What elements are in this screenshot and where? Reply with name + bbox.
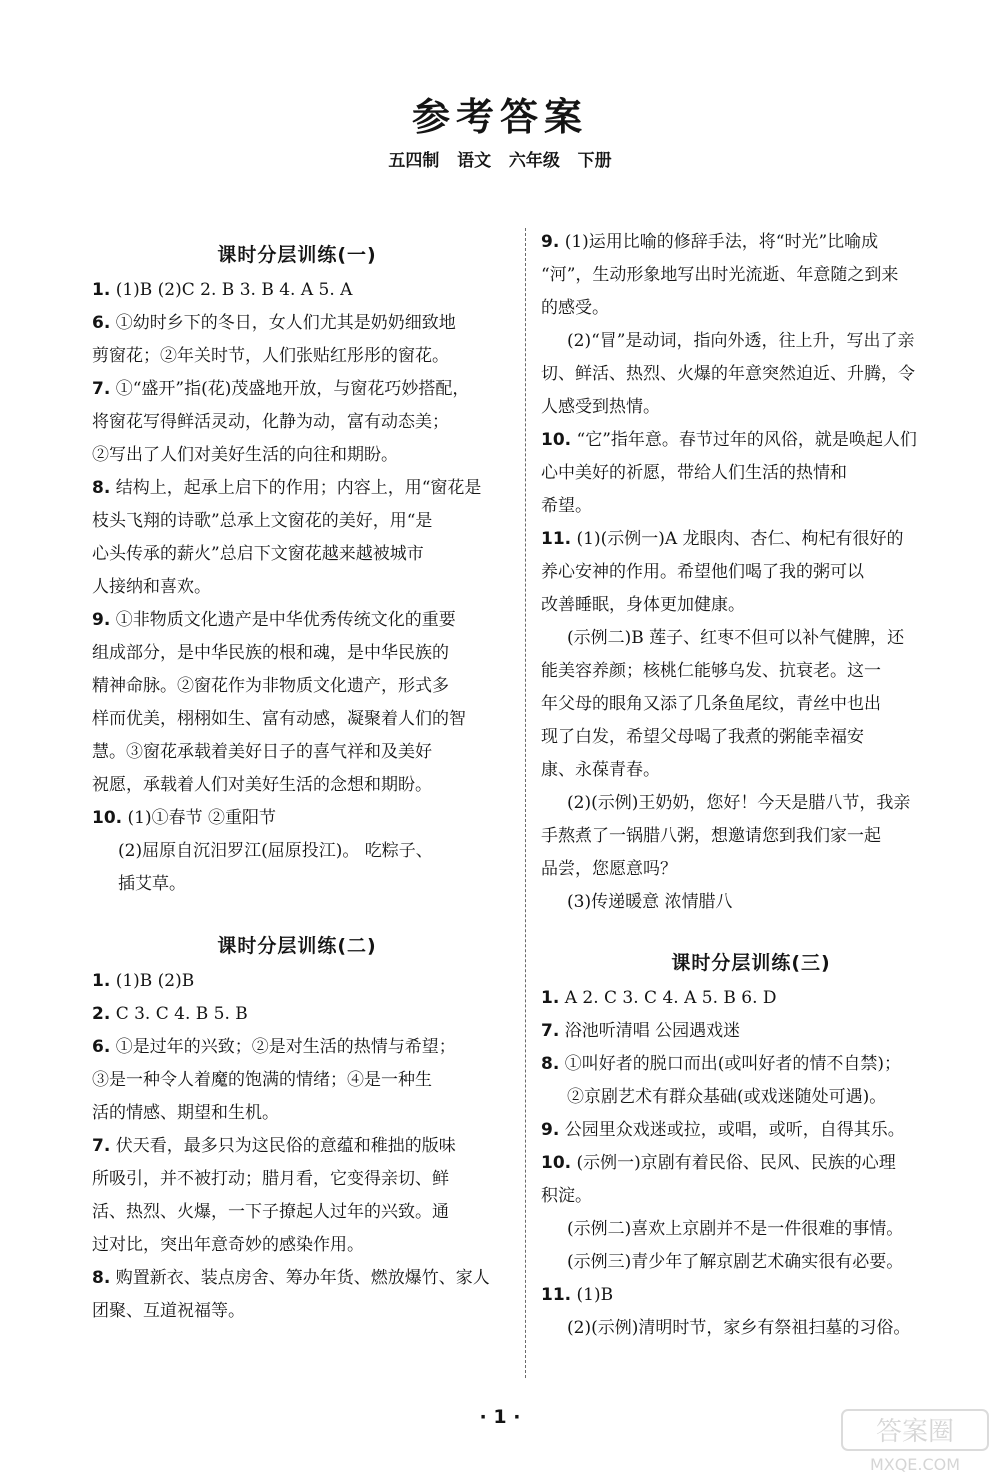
answer-line — [92, 736, 502, 769]
page-number: · 1 · — [479, 1406, 521, 1428]
answer-line — [541, 787, 961, 820]
answer-text: (1)①春节 ②重阳节 — [122, 808, 277, 828]
answer-line — [92, 307, 502, 340]
answer-line — [541, 1114, 961, 1147]
answer-text: 伏天看，最多只为这民俗的意蕴和稚拙的版味 — [110, 1136, 456, 1156]
answer-text: (2)(示例)清明时节，家乡有祭祖扫墓的习俗。 — [567, 1318, 911, 1338]
answer-line — [541, 886, 961, 919]
answer-text: (2)“冒”是动词，指向外透，往上升，写出了亲 — [567, 331, 915, 351]
answer-line — [92, 998, 502, 1031]
answer-line — [92, 670, 502, 703]
answer-line — [541, 655, 961, 688]
answer-line — [92, 637, 502, 670]
answer-line — [541, 259, 961, 292]
question-number: 11. — [541, 529, 572, 549]
answer-text: ①叫好者的脱口而出(或叫好者的情不自禁)； — [559, 1054, 901, 1074]
question-number: 6. — [92, 313, 111, 333]
svg-text:MXQE.COM: MXQE.COM — [869, 1455, 961, 1474]
answer-text: (2)屈原自沉汨罗江(屈原投江)。 吃粽子、 — [118, 841, 433, 861]
answer-line — [541, 853, 961, 886]
answer-line — [92, 1163, 502, 1196]
question-number: 7. — [92, 1136, 111, 1156]
answer-line — [92, 835, 502, 868]
answer-line — [541, 754, 961, 787]
answer-line — [92, 538, 502, 571]
answer-line — [541, 688, 961, 721]
answer-text: 希望。 — [541, 496, 592, 516]
question-number: 10. — [541, 1153, 572, 1173]
answer-text: 手熬煮了一锅腊八粥，想邀请您到我们家一起 — [541, 826, 881, 846]
answer-line — [92, 571, 502, 604]
answer-text: 改善睡眠，身体更加健康。 — [541, 595, 745, 615]
section-title-1: 课时分层训练(一) — [217, 244, 377, 266]
question-number: 1. — [92, 280, 111, 300]
answer-line — [92, 1295, 502, 1328]
page-title: 参考答案 — [411, 95, 588, 139]
answer-text: (3)传递暖意 浓情腊八 — [567, 892, 733, 912]
answer-text: ②写出了人们对美好生活的向往和期盼。 — [92, 445, 398, 465]
question-number: 7. — [92, 379, 111, 399]
answer-text: ②京剧艺术有群众基础(或戏迷随处可遇)。 — [567, 1087, 887, 1107]
answer-text: 将窗花写得鲜活灵动，化静为动，富有动态美； — [92, 412, 449, 432]
answer-text: 过对比，突出年意奇妙的感染作用。 — [92, 1235, 364, 1255]
answer-line — [92, 604, 502, 637]
answer-line — [541, 424, 961, 457]
answer-line — [541, 982, 961, 1015]
answer-line — [92, 439, 502, 472]
answer-text: 团聚、互道祝福等。 — [92, 1301, 245, 1321]
answer-text: 所吸引，并不被打动；腊月看，它变得亲切、鲜 — [92, 1169, 449, 1189]
answer-text: (示例二)B 莲子、红枣不但可以补气健脾，还 — [567, 628, 905, 648]
answer-text: 康、永葆青春。 — [541, 760, 660, 780]
left-column — [92, 236, 502, 1328]
question-number: 1. — [541, 988, 560, 1008]
section-3-answers — [541, 982, 961, 1345]
answer-text: (示例一)京剧有着民俗、民风、民族的心理 — [571, 1153, 896, 1173]
answer-text: 切、鲜活、热烈、火爆的年意突然迫近、升腾，令 — [541, 364, 915, 384]
answer-line — [541, 622, 961, 655]
answer-text: 精神命脉。②窗花作为非物质文化遗产，形式多 — [92, 676, 449, 696]
answer-line — [92, 1064, 502, 1097]
answer-line — [92, 340, 502, 373]
answer-text: (2)(示例)王奶奶，您好！今天是腊八节，我亲 — [567, 793, 911, 813]
question-number: 8. — [92, 478, 111, 498]
column-divider — [525, 228, 526, 1378]
question-number: 10. — [92, 808, 123, 828]
answer-line — [92, 868, 502, 901]
answer-line — [541, 556, 961, 589]
answer-line — [541, 1015, 961, 1048]
answer-text: 活、热烈、火爆，一下子撩起人过年的兴致。通 — [92, 1202, 449, 1222]
answer-line — [541, 820, 961, 853]
answer-line — [541, 1081, 961, 1114]
answer-text: “河”，生动形象地写出时光流逝、年意随之到来 — [541, 265, 899, 285]
answer-line — [541, 358, 961, 391]
svg-text:答案圈: 答案圈 — [875, 1417, 955, 1447]
answer-line — [92, 1031, 502, 1064]
answer-text: ①幼时乡下的冬日，女人们尤其是奶奶细致地 — [110, 313, 456, 333]
answer-text: 积淀。 — [541, 1186, 592, 1206]
answer-line — [92, 373, 502, 406]
answer-text: (1)B (2)B — [110, 971, 195, 991]
answer-line — [541, 490, 961, 523]
answer-line — [541, 1279, 961, 1312]
answer-line — [92, 1097, 502, 1130]
answer-text: 浴池听清唱 公园遇戏迷 — [559, 1021, 741, 1041]
section-title-2: 课时分层训练(二) — [217, 935, 377, 957]
answer-text: C 3. C 4. B 5. B — [110, 1004, 248, 1024]
answer-line — [541, 1048, 961, 1081]
section-1-continued-answers — [541, 226, 961, 919]
answer-text: 购置新衣、装点房舍、筹办年货、燃放爆竹、家人 — [110, 1268, 490, 1288]
answer-line — [92, 1130, 502, 1163]
answer-text: 年父母的眼角又添了几条鱼尾纹，青丝中也出 — [541, 694, 881, 714]
answer-text: 人接纳和喜欢。 — [92, 577, 211, 597]
answer-text: 枝头飞翔的诗歌”总承上文窗花的美好，用“是 — [92, 511, 433, 531]
question-number: 11. — [541, 1285, 572, 1305]
answer-line — [541, 292, 961, 325]
answer-line — [92, 1262, 502, 1295]
question-number: 8. — [541, 1054, 560, 1074]
answer-text: ①非物质文化遗产是中华优秀传统文化的重要 — [110, 610, 456, 630]
answer-line — [92, 472, 502, 505]
answer-text: ①“盛开”指(花)茂盛地开放，与窗花巧妙搭配， — [110, 379, 470, 399]
answer-text: 样而优美，栩栩如生、富有动感，凝聚着人们的智 — [92, 709, 466, 729]
answer-line — [541, 457, 961, 490]
question-number: 9. — [541, 1120, 560, 1140]
answer-text: (示例二)喜欢上京剧并不是一件很难的事情。 — [567, 1219, 904, 1239]
answer-line — [541, 1147, 961, 1180]
question-number: 2. — [92, 1004, 111, 1024]
answer-line — [541, 1213, 961, 1246]
answer-text: 心中美好的祈愿，带给人们生活的热情和 — [541, 463, 847, 483]
answer-text: 祝愿，承载着人们对美好生活的念想和期盼。 — [92, 775, 432, 795]
answer-line — [541, 325, 961, 358]
answer-text: 能美容养颜；核桃仁能够乌发、抗衰老。这一 — [541, 661, 881, 681]
answer-text: 插艾草。 — [118, 874, 186, 894]
answer-text: 现了白发，希望父母喝了我煮的粥能幸福安 — [541, 727, 864, 747]
answer-line — [92, 274, 502, 307]
question-number: 7. — [541, 1021, 560, 1041]
section-title-3: 课时分层训练(三) — [671, 952, 831, 974]
answer-line — [92, 406, 502, 439]
page-subtitle: 五四制 语文 六年级 下册 — [388, 151, 612, 171]
answer-text: (1)B (2)C 2. B 3. B 4. A 5. A — [110, 280, 353, 300]
answer-text: 组成部分，是中华民族的根和魂，是中华民族的 — [92, 643, 449, 663]
answer-text: 的感受。 — [541, 298, 609, 318]
answer-text: 活的情感、期望和生机。 — [92, 1103, 279, 1123]
answer-line — [541, 1180, 961, 1213]
question-number: 1. — [92, 971, 111, 991]
answer-line — [541, 1312, 961, 1345]
answer-line — [92, 703, 502, 736]
answer-text: A 2. C 3. C 4. A 5. B 6. D — [559, 988, 777, 1008]
answer-line — [541, 391, 961, 424]
section-1-answers — [92, 274, 502, 901]
answer-text: 剪窗花；②年关时节，人们张贴红彤彤的窗花。 — [92, 346, 449, 366]
answer-line — [541, 523, 961, 556]
question-number: 9. — [92, 610, 111, 630]
question-number: 8. — [92, 1268, 111, 1288]
answer-text: (1)(示例一)A 龙眼肉、杏仁、枸杞有很好的 — [571, 529, 904, 549]
answer-text: ①是过年的兴致；②是对生活的热情与希望； — [110, 1037, 456, 1057]
answer-line — [541, 721, 961, 754]
section-2-answers — [92, 965, 502, 1328]
answer-text: (1)运用比喻的修辞手法，将“时光”比喻成 — [559, 232, 879, 252]
right-column — [541, 226, 961, 1345]
answer-line — [92, 802, 502, 835]
answer-text: 人感受到热情。 — [541, 397, 660, 417]
answer-line — [92, 769, 502, 802]
question-number: 10. — [541, 430, 572, 450]
question-number: 9. — [541, 232, 560, 252]
answer-text: 结构上，起承上启下的作用；内容上，用“窗花是 — [110, 478, 482, 498]
question-number: 6. — [92, 1037, 111, 1057]
answer-text: 慧。③窗花承载着美好日子的喜气祥和及美好 — [92, 742, 432, 762]
answer-text: 心头传承的薪火”总启下文窗花越来越被城市 — [92, 544, 424, 564]
answer-text: ③是一种令人着魔的饱满的情绪；④是一种生 — [92, 1070, 432, 1090]
answer-line — [541, 226, 961, 259]
answer-line — [541, 589, 961, 622]
answer-line — [92, 1196, 502, 1229]
answer-line — [541, 1246, 961, 1279]
answer-text: “它”指年意。春节过年的风俗，就是唤起人们 — [571, 430, 917, 450]
answer-line — [92, 1229, 502, 1262]
answer-text: (1)B — [571, 1285, 614, 1305]
watermark-logo — [840, 1408, 990, 1476]
answer-text: 公园里众戏迷或拉，或唱，或听，自得其乐。 — [559, 1120, 905, 1140]
answer-line — [92, 965, 502, 998]
answer-text: (示例三)青少年了解京剧艺术确实很有必要。 — [567, 1252, 904, 1272]
answer-text: 养心安神的作用。希望他们喝了我的粥可以 — [541, 562, 864, 582]
answer-line — [92, 505, 502, 538]
answer-text: 品尝，您愿意吗？ — [541, 859, 677, 879]
